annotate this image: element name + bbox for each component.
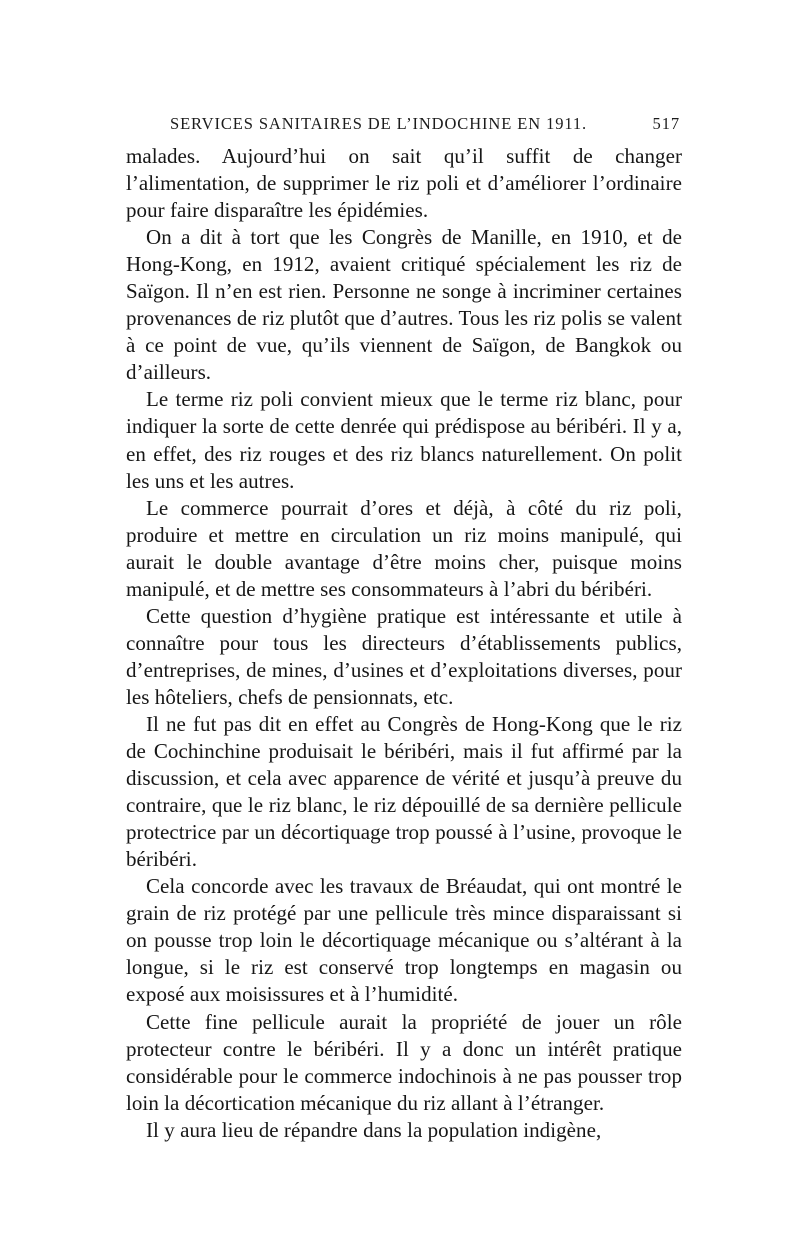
paragraph-breaudat: Cela concorde avec les travaux de Bréaudat, qui ont montré le grain de riz protégé par une pellicule très mince disparaissant si on pousse trop loin le décortiquage mécanique ou s’altérant à la longue, si le riz est conservé trop longtemps en magasin ou exposé aux moisissures et à l’humidité. <box>126 874 682 1007</box>
running-title: SERVICES SANITAIRES DE L’INDOCHINE EN 1911. <box>170 114 588 133</box>
paragraph-commerce: Le commerce pourrait d’ores et déjà, à côté du riz poli, produire et mettre en circulation un riz moins manipulé, qui aurait le double avantage d’être moins cher, puisque moins manipulé, et de mettre ses consommateurs à l’abri du béribéri. <box>126 495 682 601</box>
running-header <box>170 114 680 140</box>
paragraph-continuation: malades. Aujourd’hui on sait qu’il suffit de changer l’alimentation, de supprimer le riz poli et d’améliorer l’ordinaire pour faire disparaître les épidémies. <box>126 144 682 223</box>
page-number: 517 <box>652 114 680 133</box>
paragraph-pellicule: Cette fine pellicule aurait la propriété de jouer un rôle protecteur contre le béribéri. Il y a donc un intérêt pratique considérable pour le commerce indochinois à ne pas pousser trop loin la décortication mécanique du riz allant à l’étranger. <box>126 1009 682 1115</box>
paragraph-hygiene: Cette question d’hygiène pratique est intéressante et utile à connaître pour tous les directeurs d’établissements publics, d’entreprises, de mines, d’usines et d’exploitations diverses, pour les hôteliers, chefs de pensionnats, etc. <box>126 603 682 709</box>
paragraph-population: Il y aura lieu de répandre dans la population indigène, <box>146 1117 602 1142</box>
paragraph-congres-manille: On a dit à tort que les Congrès de Manille, en 1910, et de Hong-Kong, en 1912, avaient critiqué spécialement les riz de Saïgon. Il n’en est rien. Personne ne songe à incriminer certaines provenances de riz plutôt que d’autres. Tous les riz polis se valent à ce point de vue, qu’ils viennent de Saïgon, de Bangkok ou d’ailleurs. <box>126 225 682 385</box>
paragraph-riz-poli: Le terme riz poli convient mieux que le terme riz blanc, pour indiquer la sorte de cette denrée qui prédispose au béribéri. Il y a, en effet, des riz rouges et des riz blancs naturellement. On polit les uns et les autres. <box>126 387 682 493</box>
body-text <box>126 143 682 1144</box>
paragraph-hong-kong: Il ne fut pas dit en effet au Congrès de Hong-Kong que le riz de Cochinchine produisait le béribéri, mais il fut affirmé par la discussion, et cela avec apparence de vérité et jusqu’à preuve du contraire, que le riz blanc, le riz dépouillé de sa dernière pellicule protectrice par un décortiquage trop poussé à l’usine, provoque le béribéri. <box>126 711 682 872</box>
